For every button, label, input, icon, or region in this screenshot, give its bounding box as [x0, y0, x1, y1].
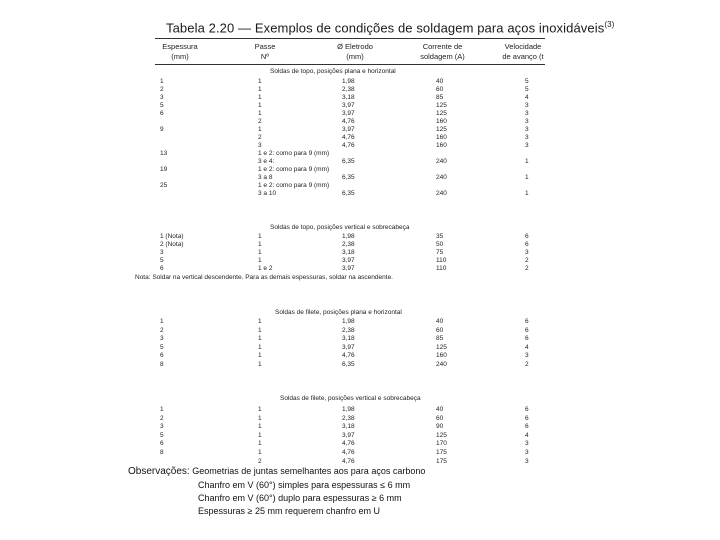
cell-velocidade: 6 — [525, 318, 529, 325]
cell-eletrodo: 3,18 — [342, 423, 355, 431]
cell-corrente: 60 — [436, 326, 444, 334]
cell-espessura: 2 — [160, 326, 164, 334]
cell-passe: 1 — [258, 431, 262, 439]
cell-velocidade: 3 — [525, 102, 529, 109]
cell-passe: 1 — [258, 406, 262, 413]
table-title-text: Tabela 2.20 — Exemplos de condições de soldagem para aços inoxidáveis — [166, 20, 605, 36]
observations-line: Chanfro em V (60°) simples para espessuras ≤ 6 mm — [198, 480, 411, 490]
cell-corrente: 125 — [436, 343, 447, 351]
cell-velocidade: 2 — [525, 257, 529, 264]
cell-espessura: 5 — [160, 431, 164, 439]
cell-espessura: 13 — [160, 150, 168, 157]
cell-velocidade: 3 — [525, 142, 529, 149]
cell-eletrodo: 4,76 — [342, 457, 355, 465]
cell-eletrodo: 3,18 — [342, 249, 355, 256]
cell-corrente: 240 — [436, 158, 447, 165]
observations-line: Espessuras ≥ 25 mm requerem chanfro em U — [198, 506, 381, 516]
cell-passe: 1 — [258, 126, 262, 133]
cell-espessura: 5 — [160, 343, 164, 351]
cell-passe: 1 — [258, 94, 262, 101]
cell-velocidade: 6 — [525, 335, 529, 343]
cell-passe: 2 — [258, 134, 262, 141]
cell-passe: 1 — [258, 423, 262, 431]
cell-corrente: 175 — [436, 449, 447, 456]
table-title — [166, 20, 614, 35]
cell-espessura: 6 — [160, 440, 164, 448]
cell-passe: 1 — [258, 318, 262, 325]
cell-passe: 2 — [258, 118, 262, 125]
cell-velocidade: 6 — [525, 233, 529, 240]
cell-corrente: 110 — [436, 265, 447, 272]
cell-corrente: 50 — [436, 241, 444, 248]
cell-passe: 1 — [258, 335, 262, 343]
header-espessura — [150, 42, 210, 62]
cell-velocidade: 5 — [525, 78, 529, 85]
cell-corrente: 175 — [436, 457, 447, 465]
table-note: Nota: Soldar na vertical descendente. Para as demais espessuras, soldar na ascendente. — [135, 274, 393, 281]
cell-corrente: 60 — [436, 414, 444, 422]
cell-eletrodo: 3,97 — [342, 126, 355, 133]
cell-eletrodo: 3,97 — [342, 343, 355, 351]
cell-passe: 1 — [258, 78, 262, 85]
observations-block — [128, 466, 425, 477]
cell-espessura: 1 — [160, 406, 164, 413]
header-corrente-line1: Corrente de — [422, 42, 463, 51]
cell-passe: 3 a 8 — [258, 174, 273, 181]
cell-espessura: 3 — [160, 249, 164, 256]
cell-eletrodo: 4,76 — [342, 142, 355, 149]
cell-espessura: 2 — [160, 414, 164, 422]
cell-velocidade: 4 — [525, 343, 529, 351]
cell-velocidade: 3 — [525, 110, 529, 117]
cell-passe: 1 — [258, 449, 262, 456]
header-velocidade — [497, 42, 549, 62]
cell-passe: 1 — [258, 343, 262, 351]
cell-velocidade: 6 — [525, 423, 529, 431]
cell-passe: 1 — [258, 86, 262, 93]
cell-velocidade: 6 — [525, 414, 529, 422]
cell-eletrodo: 1,98 — [342, 318, 355, 325]
cell-velocidade: 1 — [525, 190, 529, 197]
cell-espessura: 2 (Nota) — [160, 241, 184, 248]
cell-eletrodo: 3,97 — [342, 257, 355, 264]
cell-eletrodo: 3,97 — [342, 431, 355, 439]
cell-eletrodo: 6,35 — [342, 158, 355, 165]
cell-velocidade: 5 — [525, 86, 529, 93]
cell-eletrodo: 1,98 — [342, 233, 355, 240]
cell-eletrodo: 3,97 — [342, 102, 355, 109]
cell-velocidade: 3 — [525, 440, 529, 448]
cell-espessura: 3 — [160, 335, 164, 343]
cell-eletrodo: 1,98 — [342, 78, 355, 85]
cell-velocidade: 6 — [525, 326, 529, 334]
cell-eletrodo: 3,97 — [342, 110, 355, 117]
cell-corrente: 160 — [436, 352, 447, 360]
cell-espessura: 2 — [160, 86, 164, 93]
cell-eletrodo: 6,35 — [342, 190, 355, 197]
cell-passe: 3 — [258, 142, 262, 149]
cell-passe: 1 — [258, 440, 262, 448]
cell-espessura: 1 (Nota) — [160, 233, 184, 240]
cell-eletrodo: 4,76 — [342, 449, 355, 456]
cell-eletrodo: 4,76 — [342, 440, 355, 448]
cell-velocidade: 2 — [525, 361, 529, 368]
cell-espessura: 19 — [160, 166, 168, 173]
cell-corrente: 90 — [436, 423, 444, 431]
cell-corrente: 170 — [436, 440, 447, 448]
cell-eletrodo: 3,18 — [342, 94, 355, 101]
cell-passe: 2 — [258, 457, 262, 465]
cell-passe: 1 e 2: como para 9 (mm) — [258, 182, 330, 189]
cell-eletrodo: 2,38 — [342, 326, 355, 334]
header-velocidade-line2: de avanço (t — [502, 52, 544, 61]
cell-passe: 1 — [258, 326, 262, 334]
cell-passe: 1 — [258, 249, 262, 256]
cell-passe: 1 e 2: como para 9 (mm) — [258, 166, 330, 173]
cell-eletrodo: 2,38 — [342, 86, 355, 93]
cell-espessura: 25 — [160, 182, 168, 189]
cell-espessura: 1 — [160, 318, 164, 325]
cell-espessura: 8 — [160, 361, 164, 368]
section-title: Soldas de topo, posições vertical e sobrecabeça — [270, 224, 410, 231]
cell-corrente: 40 — [436, 78, 444, 85]
cell-velocidade: 6 — [525, 241, 529, 248]
cell-corrente: 125 — [436, 431, 447, 439]
cell-corrente: 40 — [436, 406, 444, 413]
header-espessura-line1: Espessura — [162, 42, 198, 51]
cell-eletrodo: 4,76 — [342, 134, 355, 141]
cell-espessura: 3 — [160, 423, 164, 431]
header-bottom-rule — [155, 64, 545, 65]
cell-eletrodo: 3,18 — [342, 335, 355, 343]
cell-espessura: 1 — [160, 78, 164, 85]
cell-eletrodo: 3,97 — [342, 265, 355, 272]
cell-velocidade: 4 — [525, 431, 529, 439]
cell-corrente: 240 — [436, 174, 447, 181]
cell-passe: 1 — [258, 233, 262, 240]
cell-espessura: 6 — [160, 110, 164, 117]
cell-velocidade: 4 — [525, 94, 529, 101]
cell-corrente: 35 — [436, 233, 444, 240]
cell-espessura: 8 — [160, 449, 164, 456]
cell-passe: 3 e 4: — [258, 158, 275, 165]
cell-espessura: 3 — [160, 94, 164, 101]
cell-passe: 1 — [258, 241, 262, 248]
header-eletrodo — [325, 42, 385, 62]
cell-velocidade: 3 — [525, 249, 529, 256]
header-passe — [245, 42, 285, 62]
cell-espessura: 5 — [160, 257, 164, 264]
cell-corrente: 85 — [436, 335, 444, 343]
cell-passe: 1 — [258, 352, 262, 360]
cell-eletrodo: 6,35 — [342, 174, 355, 181]
cell-passe: 1 — [258, 414, 262, 422]
header-passe-line2: Nº — [260, 52, 270, 61]
header-espessura-line2: (mm) — [171, 52, 189, 61]
cell-eletrodo: 2,38 — [342, 414, 355, 422]
cell-corrente: 125 — [436, 102, 447, 109]
cell-passe: 1 — [258, 110, 262, 117]
cell-corrente: 110 — [436, 257, 447, 264]
cell-corrente: 125 — [436, 126, 447, 133]
cell-eletrodo: 1,98 — [342, 406, 355, 413]
cell-espessura: 9 — [160, 126, 164, 133]
cell-velocidade: 3 — [525, 457, 529, 465]
header-velocidade-line1: Velocidade — [504, 42, 542, 51]
cell-passe: 1 e 2: como para 9 (mm) — [258, 150, 330, 157]
cell-corrente: 240 — [436, 361, 447, 368]
cell-velocidade: 2 — [525, 265, 529, 272]
header-top-rule — [155, 38, 545, 39]
cell-corrente: 160 — [436, 118, 447, 125]
cell-corrente: 60 — [436, 86, 444, 93]
cell-velocidade: 3 — [525, 352, 529, 360]
section-title: Soldas de filete, posições plana e horizontal — [275, 309, 402, 316]
cell-passe: 1 e 2 — [258, 265, 273, 272]
cell-passe: 3 a 10 — [258, 190, 277, 197]
cell-corrente: 40 — [436, 318, 444, 325]
cell-passe: 1 — [258, 361, 262, 368]
cell-corrente: 240 — [436, 190, 447, 197]
cell-velocidade: 3 — [525, 126, 529, 133]
section-title: Soldas de filete, posições vertical e sobrecabeça — [280, 395, 421, 402]
cell-velocidade: 1 — [525, 158, 529, 165]
cell-velocidade: 6 — [525, 406, 529, 413]
cell-velocidade: 3 — [525, 134, 529, 141]
cell-espessura: 5 — [160, 102, 164, 109]
cell-corrente: 160 — [436, 142, 447, 149]
header-eletrodo-line2: (mm) — [346, 52, 364, 61]
cell-passe: 1 — [258, 257, 262, 264]
cell-velocidade: 3 — [525, 449, 529, 456]
cell-passe: 1 — [258, 102, 262, 109]
header-eletrodo-line1: Ø Eletrodo — [337, 42, 373, 51]
cell-eletrodo: 4,76 — [342, 118, 355, 125]
cell-espessura: 6 — [160, 265, 164, 272]
cell-corrente: 85 — [436, 94, 444, 101]
header-corrente — [410, 42, 475, 62]
observations-label: Observações: — [128, 466, 190, 477]
cell-eletrodo: 2,38 — [342, 241, 355, 248]
cell-eletrodo: 6,35 — [342, 361, 355, 368]
cell-velocidade: 3 — [525, 118, 529, 125]
observations-line: Chanfro em V (60°) duplo para espessuras ≥ 6 mm — [198, 493, 402, 503]
section-title: Soldas de topo, posições plana e horizontal — [270, 68, 396, 75]
header-passe-line1: Passe — [254, 42, 276, 51]
cell-eletrodo: 4,76 — [342, 352, 355, 360]
cell-corrente: 75 — [436, 249, 444, 256]
cell-espessura: 6 — [160, 352, 164, 360]
cell-velocidade: 1 — [525, 174, 529, 181]
cell-corrente: 160 — [436, 134, 447, 141]
title-footnote-marker: (3) — [604, 20, 615, 29]
header-corrente-line2: soldagem (A) — [420, 52, 465, 61]
cell-corrente: 125 — [436, 110, 447, 117]
observations-line: Geometrias de juntas semelhantes aos para aços carbono — [192, 466, 426, 476]
